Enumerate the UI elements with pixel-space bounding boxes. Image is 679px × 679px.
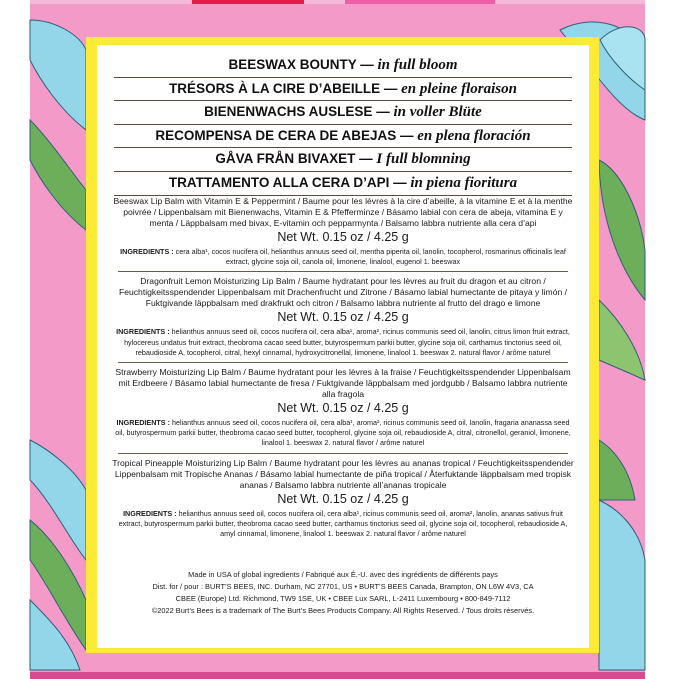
ingredients-text: helianthus annuus seed oil, cocos nucifera oil, cera alba¹, aroma², ricinus communis seed oil, lanolin, citrus limon fruit extract, hylocereus undatus fruit extract, theobroma cacao seed butter, butyrospermum parkii butter, glycine soja oil, carthamus tinctorius seed oil, rebaudioside A, tocopherol, citral, hexyl cinnamal, hydroxycitronellal, limonene, linalool 1. beeswax 2. natural flavor / arôme naturel bbox=[124, 327, 570, 357]
net-weight: Net Wt. 0.15 oz / 4.25 g bbox=[277, 230, 409, 244]
product-name: Dragonfruit Lemon Moisturizing Lip Balm / Baume hydratant pour les lèvres au fruit du dragon et au citron / Feuchtigkeitsspendender Lippenbalsam mit Drachenfrucht und Zitrone / Básamo labial humectante de pitaya y limón / Fuktgivande läppbalsam med drakfrukt och citron / Balsamo labbra nutriente al frutto del drago e limone bbox=[118, 276, 568, 309]
product-strawberry bbox=[112, 367, 574, 449]
europe-address-line: CBEE (Europe) Ltd. Richmond, TW9 1SE, UK • CBEE Lux SARL, L-2411 Luxembourg • 800-849-7112 bbox=[175, 594, 511, 603]
title-row-german bbox=[114, 101, 572, 125]
ingredients-text: helianthus annuus seed oil, cocos nucifera oil, cera alba¹, aroma², ricinus communis seed oil, lanolin, fragaria ananassa seed oil, butyrospermum parkii butter, theobroma cacao seed butter, tocopherol, glycine soja oil, rebaudioside A, citral, citronellol, geraniol, limonene, linalool 1. beeswax 2. natural flavor / arôme naturel bbox=[115, 418, 571, 448]
title-text: RECOMPENSA DE CERA DE ABEJAS — bbox=[155, 127, 414, 143]
ingredients bbox=[112, 509, 574, 540]
divider bbox=[118, 453, 568, 454]
title-tagline: en plena floración bbox=[417, 127, 531, 144]
title-text: TRÉSORS À LA CIRE D’ABEILLE — bbox=[169, 80, 398, 96]
distributor-line: Dist. for / pour : BURT’S BEES, INC. Durham, NC 27701, US • BURT’S BEES Canada, Brampton, ON L6W 4V3, CA bbox=[152, 582, 534, 591]
ingredients-label: INGREDIENTS : bbox=[116, 327, 170, 337]
title-row-spanish bbox=[114, 125, 572, 149]
origin-line: Made in USA of global ingredients / Fabriqué aux É.-U. avec des ingrédients de différents pays bbox=[188, 570, 498, 579]
title-row-english bbox=[114, 54, 572, 78]
ingredients-text: helianthus annuus seed oil, cocos nucifera oil, cera alba¹, ricinus communis seed oil, aroma², lanolin, ananas sativus fruit extract, butyrospermum parkii butter, theobroma cacao seed butter, carthamus tinctorius seed oil, glycine soja oil, tocopherol, rebaudioside A, amyl cinnamal, limonene, linalool 1. beeswax 2. natural flavor / arôme naturel bbox=[118, 508, 568, 539]
ingredients bbox=[112, 418, 574, 449]
ingredients-text: cera alba¹, cocos nucifera oil, helianthus annuus seed oil, mentha piperita oil, lanolin, tocopherol, rosmarinus officinalis leaf extract, glycine soja oil, canola oil, limonene, linalool, eugenol 1. beeswax bbox=[175, 247, 566, 267]
title-row-french bbox=[114, 78, 572, 102]
product-pineapple bbox=[112, 458, 574, 540]
ingredients bbox=[112, 327, 574, 358]
copyright-line: ©2022 Burt’s Bees is a trademark of The Burt’s Bees Products Company. All Rights Reserved. / Tous droits réservés. bbox=[151, 606, 535, 615]
title-tagline: en pleine floraison bbox=[401, 80, 517, 97]
net-weight: Net Wt. 0.15 oz / 4.25 g bbox=[277, 491, 409, 506]
title-rows bbox=[114, 54, 572, 196]
title-row-italian bbox=[114, 172, 572, 196]
title-text: BIENENWACHS AUSLESE — bbox=[204, 104, 390, 120]
product-list bbox=[112, 196, 574, 539]
title-tagline: in full bloom bbox=[377, 57, 458, 73]
product-dragonfruit bbox=[112, 276, 574, 358]
title-tagline: I full blomning bbox=[376, 151, 471, 168]
product-name: Tropical Pineapple Moisturizing Lip Balm / Baume hydratant pour les lèvres au ananas tropical / Feuchtigkeitsspendender Lippenbalsam mit Tropische Ananas / Básamo labial humectante de piña tropical / Återfuktande läppbalsam med tropisk ananas / Balsamo labbra nutriente all’ananas tropicale bbox=[112, 457, 574, 490]
title-text: TRATTAMENTO ALLA CERA D’API — bbox=[168, 174, 407, 190]
divider bbox=[118, 362, 568, 363]
title-tagline: in piena fioritura bbox=[410, 174, 518, 191]
product-name: Strawberry Moisturizing Lip Balm / Baume hydratant pour les lèvres à la fraise / Feuchtigkeitsspendender Lippenbalsam mit Erdbeere / Básamo labial humectante de fresa / Fuktgivande läppbalsam med jordgubb / Balsamo labbra nutriente alla fragola bbox=[115, 367, 571, 400]
manufacturer-info bbox=[112, 569, 574, 617]
divider bbox=[118, 271, 568, 272]
title-text: GÅVA FRÅN BIVAXET — bbox=[215, 151, 373, 167]
title-text: BEESWAX BOUNTY — bbox=[228, 57, 374, 72]
product-beeswax bbox=[112, 196, 574, 267]
ingredients-label: INGREDIENTS : bbox=[120, 247, 174, 256]
flower-bottom-right bbox=[599, 440, 645, 670]
net-weight: Net Wt. 0.15 oz / 4.25 g bbox=[277, 310, 409, 325]
product-name: Beeswax Lip Balm with Vitamin E & Peppermint / Baume pour les lèvres à la cire d’abeille, à la vitamine E et à la menthe poivrée / Lippenbalsam mit Bienenwachs, Vitamin E & Pfefferminze / Básamo labial con cera de abeja, vitamina E y menta / Läppbalsam med bivax, E-vitamin och pepparmynta / Balsamo labbra nutriente alla cera d’api bbox=[113, 196, 573, 228]
title-row-swedish bbox=[114, 148, 572, 172]
title-tagline: in voller Blüte bbox=[393, 104, 482, 121]
flower-bottom-left bbox=[30, 440, 86, 670]
ingredients bbox=[112, 247, 574, 267]
ingredients-label: INGREDIENTS : bbox=[116, 418, 170, 428]
flower-top-left bbox=[30, 20, 86, 230]
net-weight: Net Wt. 0.15 oz / 4.25 g bbox=[277, 401, 409, 416]
ingredients-label: INGREDIENTS : bbox=[123, 508, 177, 518]
